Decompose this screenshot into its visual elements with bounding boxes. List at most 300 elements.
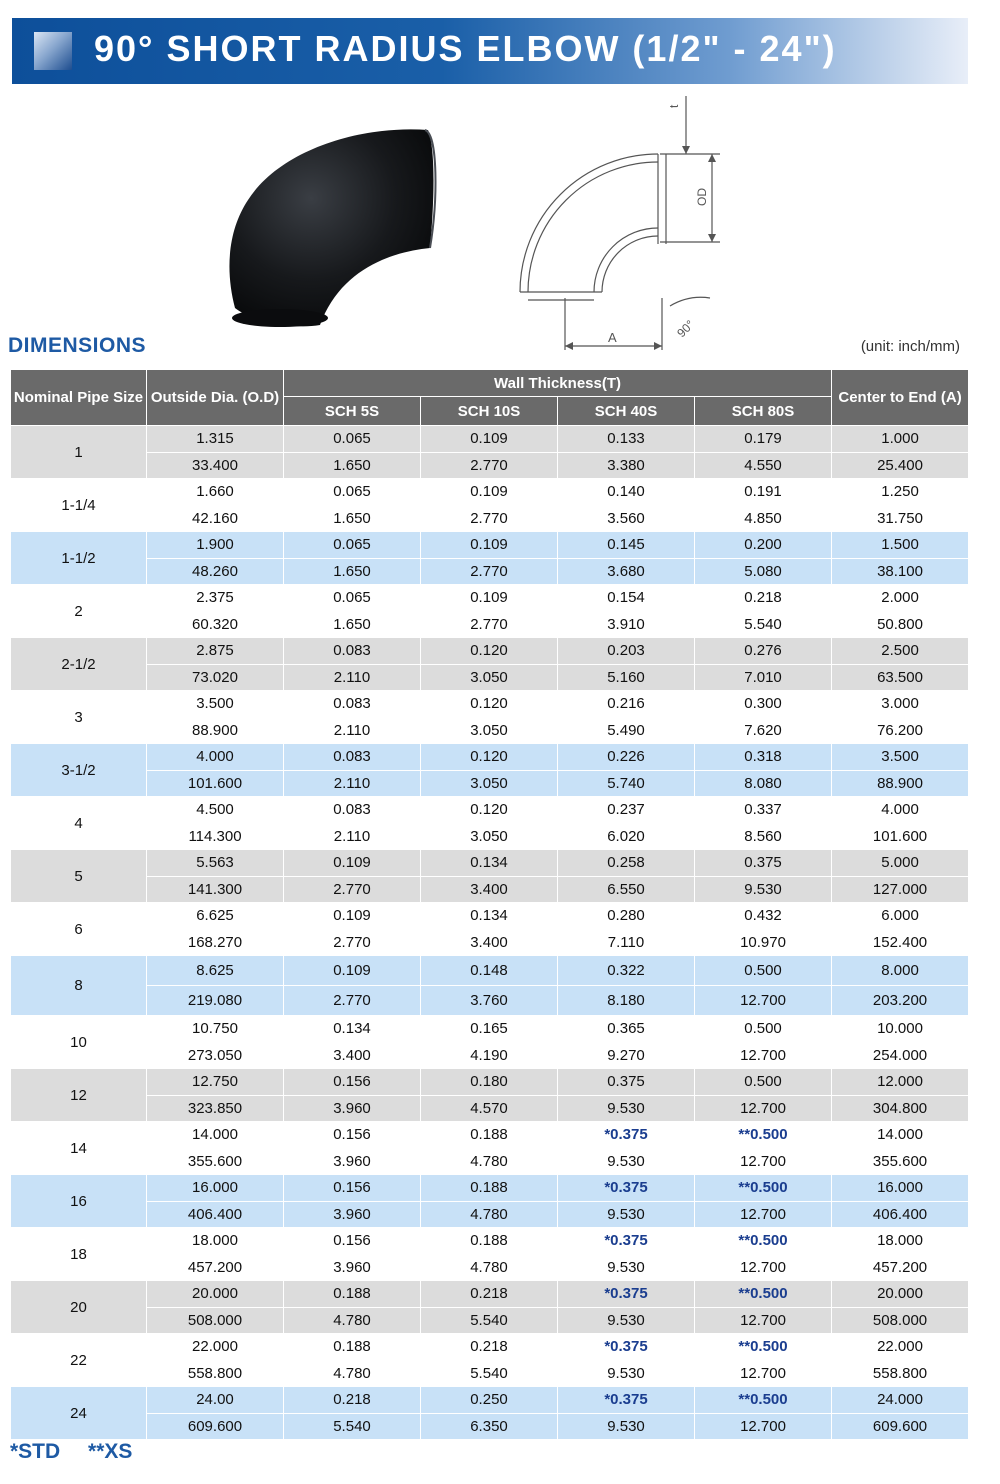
table-row — [11, 585, 969, 612]
cell-value: 9.530 — [558, 1413, 695, 1440]
cell-value: 0.218 — [284, 1387, 421, 1414]
cell-value: 12.700 — [695, 1042, 832, 1069]
table-row — [11, 558, 969, 585]
cell-value: 12.700 — [695, 1095, 832, 1122]
table-row — [11, 1254, 969, 1281]
cell-value: 2.770 — [421, 558, 558, 585]
cell-value: 63.500 — [832, 664, 969, 691]
cell-value: 0.432 — [695, 903, 832, 930]
cell-value: 457.200 — [832, 1254, 969, 1281]
cell-value: 2.110 — [284, 770, 421, 797]
cell-value: 0.276 — [695, 638, 832, 665]
cell-value: 8.080 — [695, 770, 832, 797]
cell-value: 0.133 — [558, 426, 695, 453]
cell-value: 31.750 — [832, 505, 969, 532]
cell-value: 3.960 — [284, 1095, 421, 1122]
cell-value: 14.000 — [832, 1122, 969, 1149]
cell-value: 2.110 — [284, 664, 421, 691]
cell-value: 0.165 — [421, 1016, 558, 1043]
cell-value: 406.400 — [832, 1201, 969, 1228]
cell-value: 2.770 — [421, 611, 558, 638]
cell-value: 1.650 — [284, 558, 421, 585]
table-row — [11, 1042, 969, 1069]
cell-value: 2.110 — [284, 717, 421, 744]
table-row — [11, 1281, 969, 1308]
cell-value: 3.400 — [284, 1042, 421, 1069]
cell-value: 2.770 — [421, 505, 558, 532]
cell-value: 9.530 — [558, 1201, 695, 1228]
cell-value: 152.400 — [832, 929, 969, 956]
cell-value: 9.530 — [695, 876, 832, 903]
cell-value: 1.900 — [147, 532, 284, 559]
cell-value: 0.109 — [421, 426, 558, 453]
cell-value: 0.218 — [695, 585, 832, 612]
header-sch10s: SCH 10S — [421, 397, 558, 426]
cell-value: 18.000 — [832, 1228, 969, 1255]
header-sch80s: SCH 80S — [695, 397, 832, 426]
cell-value: 457.200 — [147, 1254, 284, 1281]
cell-value: 0.250 — [421, 1387, 558, 1414]
cell-value: 8.560 — [695, 823, 832, 850]
cell-value: 6.000 — [832, 903, 969, 930]
cell-value: 3.680 — [558, 558, 695, 585]
table-row — [11, 1175, 969, 1202]
cell-value: 0.109 — [421, 585, 558, 612]
cell-value: 4.780 — [284, 1307, 421, 1334]
cell-value: 22.000 — [147, 1334, 284, 1361]
cell-value: 0.156 — [284, 1175, 421, 1202]
cell-value: 0.375 — [558, 1069, 695, 1096]
table-row — [11, 850, 969, 877]
cell-value: 0.134 — [421, 850, 558, 877]
title-banner — [12, 18, 968, 84]
cell-value: 14.000 — [147, 1122, 284, 1149]
legend-std: *STD — [10, 1440, 61, 1463]
cell-value: 558.800 — [832, 1360, 969, 1387]
cell-value: 60.320 — [147, 611, 284, 638]
cell-value: 9.530 — [558, 1360, 695, 1387]
cell-nominal-size: 8 — [11, 956, 147, 1016]
cell-value: 0.216 — [558, 691, 695, 718]
header-od: Outside Dia. (O.D) — [147, 370, 284, 426]
cell-value: 558.800 — [147, 1360, 284, 1387]
cell-value: 88.900 — [832, 770, 969, 797]
cell-value: 38.100 — [832, 558, 969, 585]
cell-value: 4.000 — [147, 744, 284, 771]
cell-value: 219.080 — [147, 986, 284, 1016]
cell-nominal-size: 3-1/2 — [11, 744, 147, 797]
cell-value: 4.780 — [421, 1254, 558, 1281]
cell-value: 0.365 — [558, 1016, 695, 1043]
cell-nominal-size: 3 — [11, 691, 147, 744]
cell-value: 4.780 — [284, 1360, 421, 1387]
cell-value: 0.280 — [558, 903, 695, 930]
cell-value: 7.110 — [558, 929, 695, 956]
cell-nominal-size: 2 — [11, 585, 147, 638]
table-row — [11, 1228, 969, 1255]
cell-value: 323.850 — [147, 1095, 284, 1122]
cell-value: 1.250 — [832, 479, 969, 506]
cell-nominal-size: 4 — [11, 797, 147, 850]
cell-value: 8.625 — [147, 956, 284, 986]
cell-value: 0.065 — [284, 532, 421, 559]
cell-value: 3.380 — [558, 452, 695, 479]
table-row — [11, 1307, 969, 1334]
cell-value: 24.00 — [147, 1387, 284, 1414]
cell-value: 101.600 — [147, 770, 284, 797]
cell-value: **0.500 — [695, 1387, 832, 1414]
cell-value: 48.260 — [147, 558, 284, 585]
cell-value: 0.191 — [695, 479, 832, 506]
cell-value: 5.540 — [284, 1413, 421, 1440]
table-row — [11, 744, 969, 771]
table-row — [11, 1016, 969, 1043]
elbow-photo — [220, 120, 450, 335]
header-wall: Wall Thickness(T) — [284, 370, 832, 397]
cell-value: 0.337 — [695, 797, 832, 824]
cell-value: 1.650 — [284, 505, 421, 532]
unit-note: (unit: inch/mm) — [860, 338, 960, 355]
table-row — [11, 1069, 969, 1096]
table-row — [11, 479, 969, 506]
table-row — [11, 1148, 969, 1175]
cell-value: 12.700 — [695, 1360, 832, 1387]
cell-value: 0.065 — [284, 585, 421, 612]
cell-nominal-size: 14 — [11, 1122, 147, 1175]
cell-value: 0.120 — [421, 744, 558, 771]
cell-value: 4.780 — [421, 1201, 558, 1228]
table-row — [11, 691, 969, 718]
table-row — [11, 823, 969, 850]
cell-value: 20.000 — [832, 1281, 969, 1308]
table-row — [11, 532, 969, 559]
cell-value: 0.318 — [695, 744, 832, 771]
cell-value: 0.083 — [284, 638, 421, 665]
cell-value: 254.000 — [832, 1042, 969, 1069]
cell-value: 0.218 — [421, 1281, 558, 1308]
cell-value: 12.700 — [695, 1201, 832, 1228]
cell-value: 4.850 — [695, 505, 832, 532]
cell-value: 0.109 — [284, 850, 421, 877]
cell-value: 5.490 — [558, 717, 695, 744]
cell-value: 1.650 — [284, 611, 421, 638]
cell-value: 22.000 — [832, 1334, 969, 1361]
cell-value: 16.000 — [147, 1175, 284, 1202]
table-row — [11, 929, 969, 956]
cell-value: 5.000 — [832, 850, 969, 877]
dimensions-heading: DIMENSIONS — [8, 334, 147, 357]
cell-value: 0.109 — [284, 956, 421, 986]
cell-value: 2.500 — [832, 638, 969, 665]
cell-nominal-size: 2-1/2 — [11, 638, 147, 691]
cell-value: 3.400 — [421, 876, 558, 903]
cell-value: 0.188 — [421, 1175, 558, 1202]
table-row — [11, 638, 969, 665]
cell-value: 0.500 — [695, 956, 832, 986]
cell-value: 3.050 — [421, 823, 558, 850]
header-nps: Nominal Pipe Size — [11, 370, 147, 426]
cell-value: 0.140 — [558, 479, 695, 506]
cell-value: 4.190 — [421, 1042, 558, 1069]
cell-value: 1.500 — [832, 532, 969, 559]
cell-value: 4.500 — [147, 797, 284, 824]
cell-value: 0.134 — [284, 1016, 421, 1043]
cell-value: 3.760 — [421, 986, 558, 1016]
cell-value: *0.375 — [558, 1334, 695, 1361]
cell-value: 9.270 — [558, 1042, 695, 1069]
cell-value: 88.900 — [147, 717, 284, 744]
cell-value: 0.065 — [284, 479, 421, 506]
table-row — [11, 1413, 969, 1440]
cell-value: 12.700 — [695, 986, 832, 1016]
table-row — [11, 611, 969, 638]
cell-value: 203.200 — [832, 986, 969, 1016]
cell-value: 18.000 — [147, 1228, 284, 1255]
table-row — [11, 903, 969, 930]
cell-value: 0.180 — [421, 1069, 558, 1096]
cell-value: 0.156 — [284, 1069, 421, 1096]
cell-value: 7.010 — [695, 664, 832, 691]
cell-value: 1.000 — [832, 426, 969, 453]
header-sch40s: SCH 40S — [558, 397, 695, 426]
cell-value: 8.180 — [558, 986, 695, 1016]
legend — [10, 1440, 154, 1464]
cell-value: 3.960 — [284, 1148, 421, 1175]
cell-value: 25.400 — [832, 452, 969, 479]
cell-value: 7.620 — [695, 717, 832, 744]
cell-value: 0.120 — [421, 797, 558, 824]
cell-value: 16.000 — [832, 1175, 969, 1202]
cell-value: 3.960 — [284, 1201, 421, 1228]
cell-value: 76.200 — [832, 717, 969, 744]
cell-value: 1.660 — [147, 479, 284, 506]
cell-nominal-size: 1-1/2 — [11, 532, 147, 585]
cell-value: 12.700 — [695, 1254, 832, 1281]
cell-nominal-size: 5 — [11, 850, 147, 903]
cell-value: 0.083 — [284, 691, 421, 718]
cell-value: 406.400 — [147, 1201, 284, 1228]
cell-value: 12.700 — [695, 1148, 832, 1175]
cell-value: 2.770 — [284, 986, 421, 1016]
cell-value: 73.020 — [147, 664, 284, 691]
cell-value: 5.080 — [695, 558, 832, 585]
cell-value: 0.145 — [558, 532, 695, 559]
table-row — [11, 1334, 969, 1361]
cell-value: 12.750 — [147, 1069, 284, 1096]
cell-value: 3.050 — [421, 770, 558, 797]
cell-value: 0.226 — [558, 744, 695, 771]
cell-value: 6.350 — [421, 1413, 558, 1440]
cell-nominal-size: 10 — [11, 1016, 147, 1069]
cell-value: 0.156 — [284, 1122, 421, 1149]
cell-value: 2.000 — [832, 585, 969, 612]
cell-value: 508.000 — [832, 1307, 969, 1334]
cell-nominal-size: 16 — [11, 1175, 147, 1228]
cell-value: *0.375 — [558, 1122, 695, 1149]
table-row — [11, 1095, 969, 1122]
cell-value: 1.650 — [284, 452, 421, 479]
cell-value: 10.000 — [832, 1016, 969, 1043]
cell-value: 0.109 — [284, 903, 421, 930]
cell-value: 0.120 — [421, 691, 558, 718]
cell-value: 8.000 — [832, 956, 969, 986]
cell-value: 33.400 — [147, 452, 284, 479]
cell-value: 355.600 — [832, 1148, 969, 1175]
cell-value: 3.400 — [421, 929, 558, 956]
cell-value: 0.065 — [284, 426, 421, 453]
cell-value: 0.156 — [284, 1228, 421, 1255]
cell-value: 3.560 — [558, 505, 695, 532]
table-row — [11, 452, 969, 479]
table-row — [11, 1387, 969, 1414]
cell-value: 9.530 — [558, 1307, 695, 1334]
cell-nominal-size: 12 — [11, 1069, 147, 1122]
cell-value: 0.237 — [558, 797, 695, 824]
cell-value: 2.770 — [421, 452, 558, 479]
dimensions-table — [10, 369, 969, 1440]
table-row — [11, 876, 969, 903]
cell-value: 12.700 — [695, 1413, 832, 1440]
cell-value: 4.550 — [695, 452, 832, 479]
table-row — [11, 1122, 969, 1149]
cell-value: 0.322 — [558, 956, 695, 986]
table-row — [11, 505, 969, 532]
table-row — [11, 986, 969, 1016]
cell-value: 3.000 — [832, 691, 969, 718]
cell-value: 24.000 — [832, 1387, 969, 1414]
cell-value: 12.700 — [695, 1307, 832, 1334]
cell-value: 3.050 — [421, 717, 558, 744]
cell-value: 5.160 — [558, 664, 695, 691]
cell-value: 0.218 — [421, 1334, 558, 1361]
cell-value: *0.375 — [558, 1228, 695, 1255]
cell-value: 4.000 — [832, 797, 969, 824]
cell-value: 9.530 — [558, 1095, 695, 1122]
cell-value: 3.500 — [147, 691, 284, 718]
cell-value: 6.020 — [558, 823, 695, 850]
table-row — [11, 1360, 969, 1387]
cell-value: **0.500 — [695, 1281, 832, 1308]
table-row — [11, 426, 969, 453]
cell-value: 0.188 — [284, 1334, 421, 1361]
cell-value: 101.600 — [832, 823, 969, 850]
cell-value: 0.188 — [421, 1228, 558, 1255]
cell-value: 5.540 — [695, 611, 832, 638]
table-row — [11, 664, 969, 691]
cell-value: 0.148 — [421, 956, 558, 986]
cell-value: 42.160 — [147, 505, 284, 532]
cell-value: 0.109 — [421, 479, 558, 506]
cell-value: 2.110 — [284, 823, 421, 850]
table-row — [11, 797, 969, 824]
cell-value: 0.188 — [421, 1122, 558, 1149]
page-title: 90° SHORT RADIUS ELBOW (1/2" - 24") — [94, 28, 837, 69]
label-t: t — [667, 104, 681, 108]
cell-value: 0.083 — [284, 797, 421, 824]
cell-value: 5.540 — [421, 1307, 558, 1334]
cell-value: 127.000 — [832, 876, 969, 903]
header-cte: Center to End (A) — [832, 370, 969, 426]
label-od: OD — [695, 188, 709, 206]
cell-nominal-size: 1-1/4 — [11, 479, 147, 532]
cell-value: 0.200 — [695, 532, 832, 559]
cell-value: 0.179 — [695, 426, 832, 453]
cell-value: 3.960 — [284, 1254, 421, 1281]
cell-value: 273.050 — [147, 1042, 284, 1069]
cell-value: *0.375 — [558, 1175, 695, 1202]
cell-value: 0.188 — [284, 1281, 421, 1308]
cell-nominal-size: 20 — [11, 1281, 147, 1334]
table-row — [11, 770, 969, 797]
cell-value: 0.375 — [695, 850, 832, 877]
cell-nominal-size: 24 — [11, 1387, 147, 1440]
table-row — [11, 717, 969, 744]
cell-nominal-size: 1 — [11, 426, 147, 479]
cell-value: 5.540 — [421, 1360, 558, 1387]
cell-value: 1.315 — [147, 426, 284, 453]
cell-value: 9.530 — [558, 1148, 695, 1175]
cell-value: 0.083 — [284, 744, 421, 771]
cell-value: 3.500 — [832, 744, 969, 771]
cell-nominal-size: 22 — [11, 1334, 147, 1387]
cell-value: **0.500 — [695, 1122, 832, 1149]
cell-nominal-size: 18 — [11, 1228, 147, 1281]
cell-value: **0.500 — [695, 1175, 832, 1202]
cell-value: 6.550 — [558, 876, 695, 903]
table-row — [11, 956, 969, 986]
cell-value: 355.600 — [147, 1148, 284, 1175]
cell-value: **0.500 — [695, 1334, 832, 1361]
label-angle: 90° — [674, 317, 697, 341]
cell-value: 50.800 — [832, 611, 969, 638]
cell-value: **0.500 — [695, 1228, 832, 1255]
table-row — [11, 1201, 969, 1228]
cell-value: *0.375 — [558, 1281, 695, 1308]
cell-value: 6.625 — [147, 903, 284, 930]
cell-value: 0.109 — [421, 532, 558, 559]
cell-value: 3.050 — [421, 664, 558, 691]
cell-value: 609.600 — [832, 1413, 969, 1440]
cell-value: 0.300 — [695, 691, 832, 718]
cell-value: 4.780 — [421, 1148, 558, 1175]
cell-value: 304.800 — [832, 1095, 969, 1122]
cell-value: 0.500 — [695, 1069, 832, 1096]
cell-value: 609.600 — [147, 1413, 284, 1440]
cell-value: 0.258 — [558, 850, 695, 877]
cell-value: 114.300 — [147, 823, 284, 850]
cell-value: 12.000 — [832, 1069, 969, 1096]
cell-value: 4.570 — [421, 1095, 558, 1122]
cell-value: 0.203 — [558, 638, 695, 665]
cell-value: 3.910 — [558, 611, 695, 638]
cell-value: 0.134 — [421, 903, 558, 930]
cell-value: 2.875 — [147, 638, 284, 665]
cell-value: 0.120 — [421, 638, 558, 665]
cell-value: 2.375 — [147, 585, 284, 612]
cell-value: 10.750 — [147, 1016, 284, 1043]
elbow-drawing — [510, 88, 760, 358]
cell-value: 0.500 — [695, 1016, 832, 1043]
cell-value: 5.740 — [558, 770, 695, 797]
label-a: A — [608, 330, 617, 345]
cell-value: 5.563 — [147, 850, 284, 877]
banner-square-icon — [34, 32, 72, 70]
header-sch5s: SCH 5S — [284, 397, 421, 426]
cell-value: 508.000 — [147, 1307, 284, 1334]
cell-value: 2.770 — [284, 876, 421, 903]
cell-value: 141.300 — [147, 876, 284, 903]
cell-value: 9.530 — [558, 1254, 695, 1281]
